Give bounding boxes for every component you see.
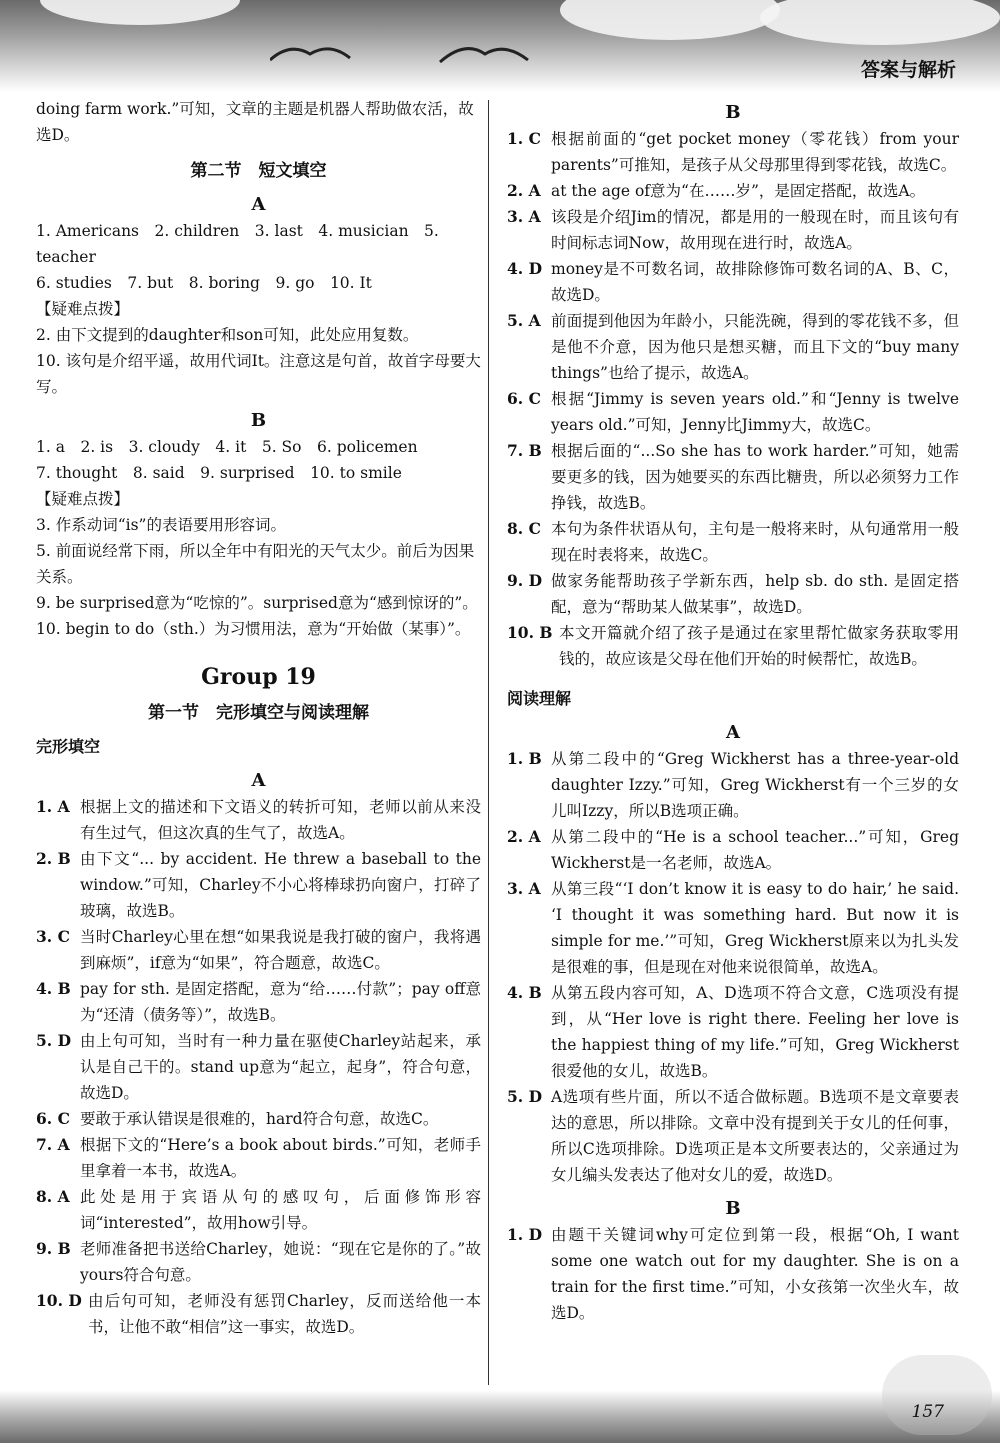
answer-explanation: 从第二段中的“Greg Wickherst has a three-year-old daughter Izzy.”可知，Greg Wickherst有一个三岁的女儿叫Izzy，所以B选项正确。	[551, 750, 959, 820]
answer-item	[36, 846, 481, 924]
answer-item	[36, 1132, 481, 1184]
answer-explanation: A选项有些片面，所以不适合做标题。B选项不是文章要表达的意思，所以排除。文章中没有提到关于女儿的任何事，所以C选项排除。D选项正是本文所要表达的，父亲通过为女儿编头发表达了他对女儿的爱，故选D。	[551, 1088, 959, 1184]
footer-band	[0, 1390, 1000, 1443]
answer-line: 7. thought 8. said 9. surprised 10. to smile	[36, 464, 402, 482]
answer-number: 9. D	[507, 571, 543, 590]
answer-number: 2. A	[507, 827, 541, 846]
answer-item	[36, 924, 481, 976]
answer-item	[36, 1028, 481, 1106]
answer-explanation: 根据“Jimmy is seven years old.”和“Jenny is twelve years old.”可知，Jenny比Jimmy大，故选C。	[551, 390, 959, 434]
answer-explanation: 此处是用于宾语从句的感叹句，后面修饰形容词“interested”，故用how引导。	[80, 1188, 481, 1232]
answer-number: 6. C	[36, 1109, 70, 1128]
answer-number: 4. D	[507, 259, 543, 278]
answer-number: 10. B	[507, 623, 553, 642]
tip-text: 10. begin to do（sth.）为习惯用法，意为“开始做（某事）”。	[36, 620, 471, 638]
answer-explanation: 前面提到他因为年龄小，只能洗碗，得到的零花钱不多，但是他不介意，因为他只是想买糖，而且下文的“buy many things”也给了提示，故选A。	[551, 312, 959, 382]
answer-number: 3. A	[507, 879, 541, 898]
answer-explanation: money是不可数名词，故排除修饰可数名词的A、B、C，故选D。	[551, 260, 959, 304]
answer-explanation: 老师准备把书送给Charley，她说：“现在它是你的了。”故yours符合句意。	[80, 1240, 481, 1284]
answer-item	[507, 1084, 959, 1188]
watermark-logo	[882, 1355, 992, 1435]
answer-number: 1. C	[507, 129, 541, 148]
tip-label: 【疑难点拨】	[36, 490, 130, 508]
answer-item	[507, 746, 959, 824]
intro-text: doing farm work.”可知，文章的主题是机器人帮助做农活，故选D。	[36, 100, 474, 144]
answer-item	[507, 126, 959, 178]
answer-explanation: 根据后面的“...So she has to work harder.”可知，她需要更多的钱，因为她要买的东西比糖贵，所以必须努力工作挣钱，故选B。	[551, 442, 959, 512]
answer-number: 5. D	[507, 1087, 543, 1106]
answer-explanation: 由题干关键词why可定位到第一段，根据“Oh, I want some one watch out for my daughter. She is on a train for the first time.”可知，小女孩第一次坐火车，故选D。	[551, 1226, 959, 1322]
answer-item	[36, 1288, 481, 1340]
answer-number: 8. A	[36, 1187, 70, 1206]
answer-item	[507, 308, 959, 386]
answer-item	[507, 256, 959, 308]
answer-item	[36, 1184, 481, 1236]
page-number: 157	[911, 1402, 944, 1422]
answer-item	[36, 1236, 481, 1288]
answer-explanation: 根据前面的“get pocket money（零花钱）from your parents”可推知，是孩子从父母那里得到零花钱，故选C。	[551, 130, 959, 174]
part-letter: A	[251, 770, 266, 791]
answer-number: 4. B	[507, 983, 542, 1002]
answer-number: 8. C	[507, 519, 541, 538]
answer-number: 10. D	[36, 1291, 82, 1310]
answer-item	[36, 794, 481, 846]
answer-explanation: 由后句可知，老师没有惩罚Charley，反而送给他一本书，让他不敢“相信”这一事实，故选D。	[88, 1292, 481, 1336]
tip-text: 9. be surprised意为“吃惊的”。surprised意为“感到惊讶的”。	[36, 594, 478, 612]
answer-explanation: 该段是介绍Jim的情况，都是用的一般现在时，而且该句有时间标志词Now，故用现在进行时，故选A。	[551, 208, 959, 252]
answer-explanation: 从第五段内容可知，A、D选项不符合文意，C选项没有提到，从“Her love is right there. Feeling her love is the happiest thing of my life.”可知，Greg Wickherst很爱他的女儿，故选B。	[551, 984, 959, 1080]
answer-item	[36, 1106, 481, 1132]
tip-label: 【疑难点拨】	[36, 300, 130, 318]
answer-line: 1. Americans 2. children 3. last 4. musician 5. teacher	[36, 222, 439, 266]
header-label: 答案与解析	[860, 59, 956, 81]
answer-item	[507, 980, 959, 1084]
answer-item	[36, 976, 481, 1028]
answer-item	[507, 568, 959, 620]
answer-number: 1. D	[507, 1225, 543, 1244]
column-divider	[488, 100, 489, 1385]
answer-line: 6. studies 7. but 8. boring 9. go 10. It	[36, 274, 372, 292]
answer-item	[507, 178, 959, 204]
answer-explanation: 本文开篇就介绍了孩子是通过在家里帮忙做家务获取零用钱的，故应该是父母在他们开始的时候帮忙，故选B。	[559, 624, 959, 668]
seagull-illustration	[270, 40, 530, 70]
answer-explanation: 要敢于承认错误是很难的，hard符合句意，故选C。	[80, 1110, 439, 1128]
right-column	[507, 96, 959, 1326]
answer-number: 5. A	[507, 311, 541, 330]
sub-heading: 完形填空	[36, 737, 101, 756]
answer-explanation: 从第二段中的“He is a school teacher...”可知，Greg Wickherst是一名老师，故选A。	[551, 828, 959, 872]
answer-explanation: at the age of意为“在……岁”，是固定搭配，故选A。	[551, 182, 926, 200]
answer-line: 1. a 2. is 3. cloudy 4. it 5. So 6. policemen	[36, 438, 418, 456]
tip-text: 5. 前面说经常下雨，所以全年中有阳光的天气太少。前后为因果关系。	[36, 542, 475, 586]
answer-number: 1. B	[507, 749, 542, 768]
answer-explanation: 根据上文的描述和下文语义的转折可知，老师以前从来没有生过气，但这次真的生气了，故选A。	[80, 798, 481, 842]
answer-explanation: 由上句可知，当时有一种力量在驱使Charley站起来，承认是自己干的。stand up意为“起立，起身”，符合句意，故选D。	[80, 1032, 481, 1102]
answer-explanation: 从第三段“‘I don’t know it is easy to do hair,’ he said. ‘I thought it was something hard. But now it is simple for me.’”可知，Greg Wickherst原来以为扎头发是很难的事，但是现在对他来说很简单，故选A。	[551, 880, 959, 976]
answer-explanation: 由下文“... by accident. He threw a baseball to the window.”可知，Charley不小心将棒球扔向窗户，打碎了玻璃，故选B。	[80, 850, 481, 920]
left-column	[36, 96, 481, 1340]
answer-number: 3. C	[36, 927, 70, 946]
answer-number: 2. A	[507, 181, 541, 200]
tip-text: 2. 由下文提到的daughter和son可知，此处应用复数。	[36, 326, 419, 344]
answer-number: 9. B	[36, 1239, 71, 1258]
section-title: 第一节 完形填空与阅读理解	[148, 703, 369, 723]
part-letter: B	[725, 102, 741, 123]
answer-number: 2. B	[36, 849, 71, 868]
answer-number: 4. B	[36, 979, 71, 998]
answer-explanation: pay for sth. 是固定搭配，意为“给……付款”；pay off意为“还清（债务等）”，故选B。	[80, 980, 481, 1024]
answer-number: 1. A	[36, 797, 70, 816]
answer-item	[507, 438, 959, 516]
answer-item	[507, 516, 959, 568]
tip-text: 3. 作系动词“is”的表语要用形容词。	[36, 516, 286, 534]
answer-number: 7. A	[36, 1135, 70, 1154]
group-title: Group 19	[201, 664, 316, 690]
answer-number: 5. D	[36, 1031, 72, 1050]
sub-heading: 阅读理解	[507, 689, 572, 708]
answer-explanation: 当时Charley心里在想“如果我说是我打破的窗户，我将遇到麻烦”，if意为“如果”，符合题意，故选C。	[80, 928, 481, 972]
tip-text: 10. 该句是介绍平遥，故用代词It。注意这是句首，故首字母要大写。	[36, 352, 481, 396]
answer-item	[507, 1222, 959, 1326]
answer-number: 6. C	[507, 389, 541, 408]
answer-explanation: 做家务能帮助孩子学新东西，help sb. do sth. 是固定搭配，意为“帮助某人做某事”，故选D。	[551, 572, 959, 616]
answer-number: 3. A	[507, 207, 541, 226]
answer-item	[507, 876, 959, 980]
answer-item	[507, 386, 959, 438]
part-letter: A	[726, 722, 740, 743]
answer-explanation: 根据下文的“Here’s a book about birds.”可知，老师手里拿着一本书，故选A。	[80, 1136, 481, 1180]
answer-item	[507, 620, 959, 672]
part-letter: A	[251, 194, 266, 215]
answer-item	[507, 204, 959, 256]
part-letter: B	[725, 1198, 741, 1219]
part-letter: B	[250, 410, 267, 431]
answer-item	[507, 824, 959, 876]
answer-explanation: 本句为条件状语从句，主句是一般将来时，从句通常用一般现在时表将来，故选C。	[551, 520, 959, 564]
answer-number: 7. B	[507, 441, 542, 460]
section-title: 第二节 短文填空	[190, 161, 327, 181]
